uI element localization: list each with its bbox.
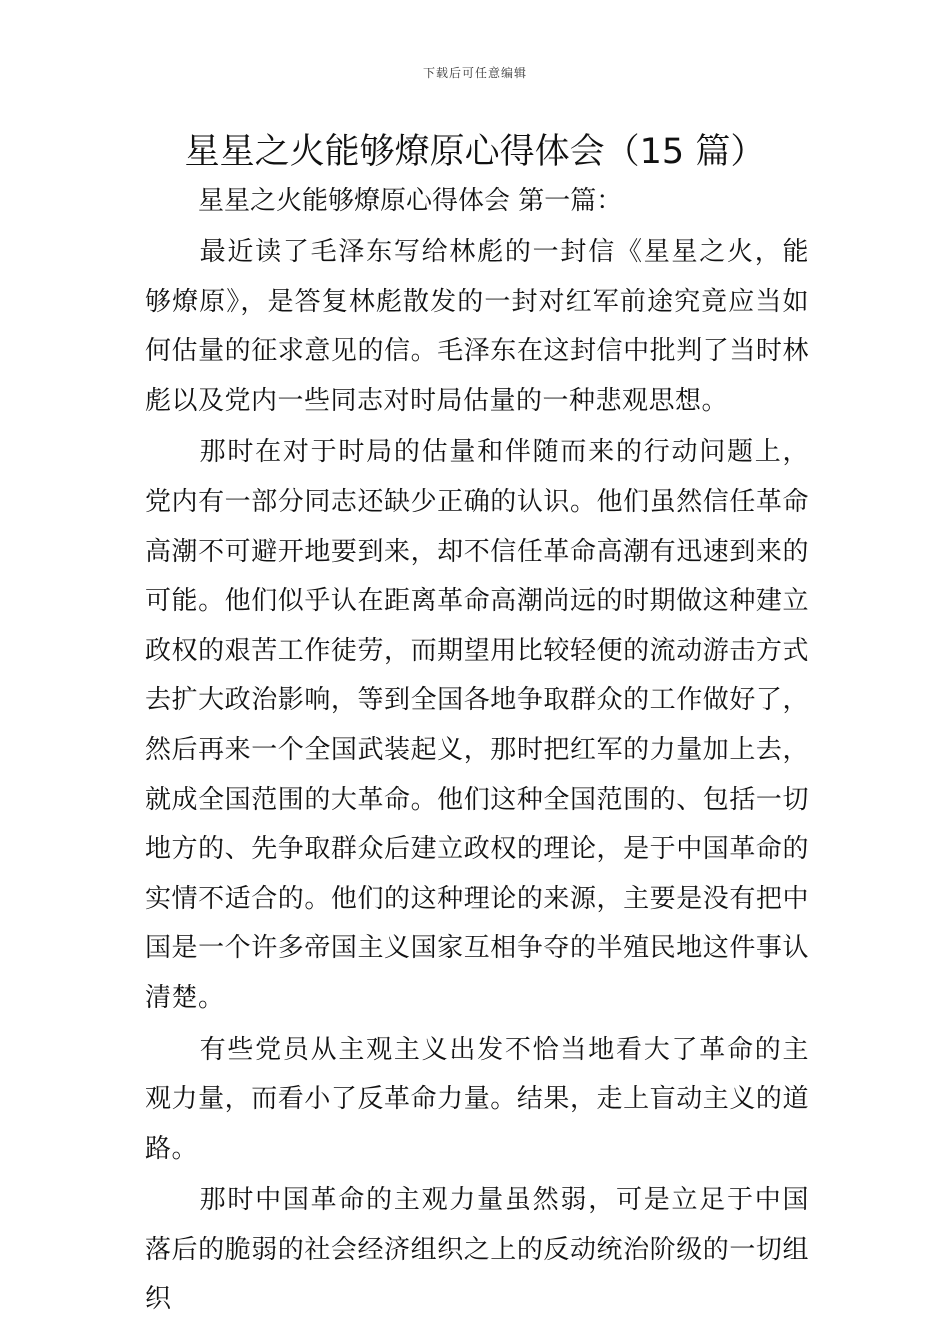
document-title: 星星之火能够燎原心得体会（15 篇）	[184, 132, 766, 172]
body-paragraph: 那时中国革命的主观力量虽然弱，可是立足于中国落后的脆弱的社会经济组织之上的反动统治阶级的一切组织	[145, 1185, 809, 1315]
document-body	[145, 228, 809, 1325]
section-subtitle: 星星之火能够燎原心得体会 第一篇：	[198, 186, 623, 216]
body-paragraph: 那时在对于时局的估量和伴随而来的行动问题上，党内有一部分同志还缺少正确的认识。他们虽然信任革命高潮不可避开地要到来，却不信任革命高潮有迅速到来的可能。他们似乎认在距离革命高潮尚远的时期做这种建立政权的艰苦工作徒劳，而期望用比较轻便的流动游击方式去扩大政治影响，等到全国各地争取群众的工作做好了，然后再来一个全国武装起义，那时把红军的力量加上去，就成全国范围的大革命。他们这种全国范围的、包括一切地方的、先争取群众后建立政权的理论，是于中国革命的实情不适合的。他们的这种理论的来源，主要是没有把中国是一个许多帝国主义国家互相争夺的半殖民地这件事认清楚。	[145, 437, 809, 1013]
header-note: 下载后可任意编辑	[422, 66, 527, 80]
body-paragraph: 有些党员从主观主义出发不恰当地看大了革命的主观力量，而看小了反革命力量。结果，走上盲动主义的道路。	[145, 1034, 809, 1164]
body-paragraph: 最近读了毛泽东写给林彪的一封信《星星之火，能够燎原》，是答复林彪散发的一封对红军前途究竟应当如何估量的征求意见的信。毛泽东在这封信中批判了当时林彪以及党内一些同志对时局估量的一种悲观思想。	[145, 237, 809, 416]
